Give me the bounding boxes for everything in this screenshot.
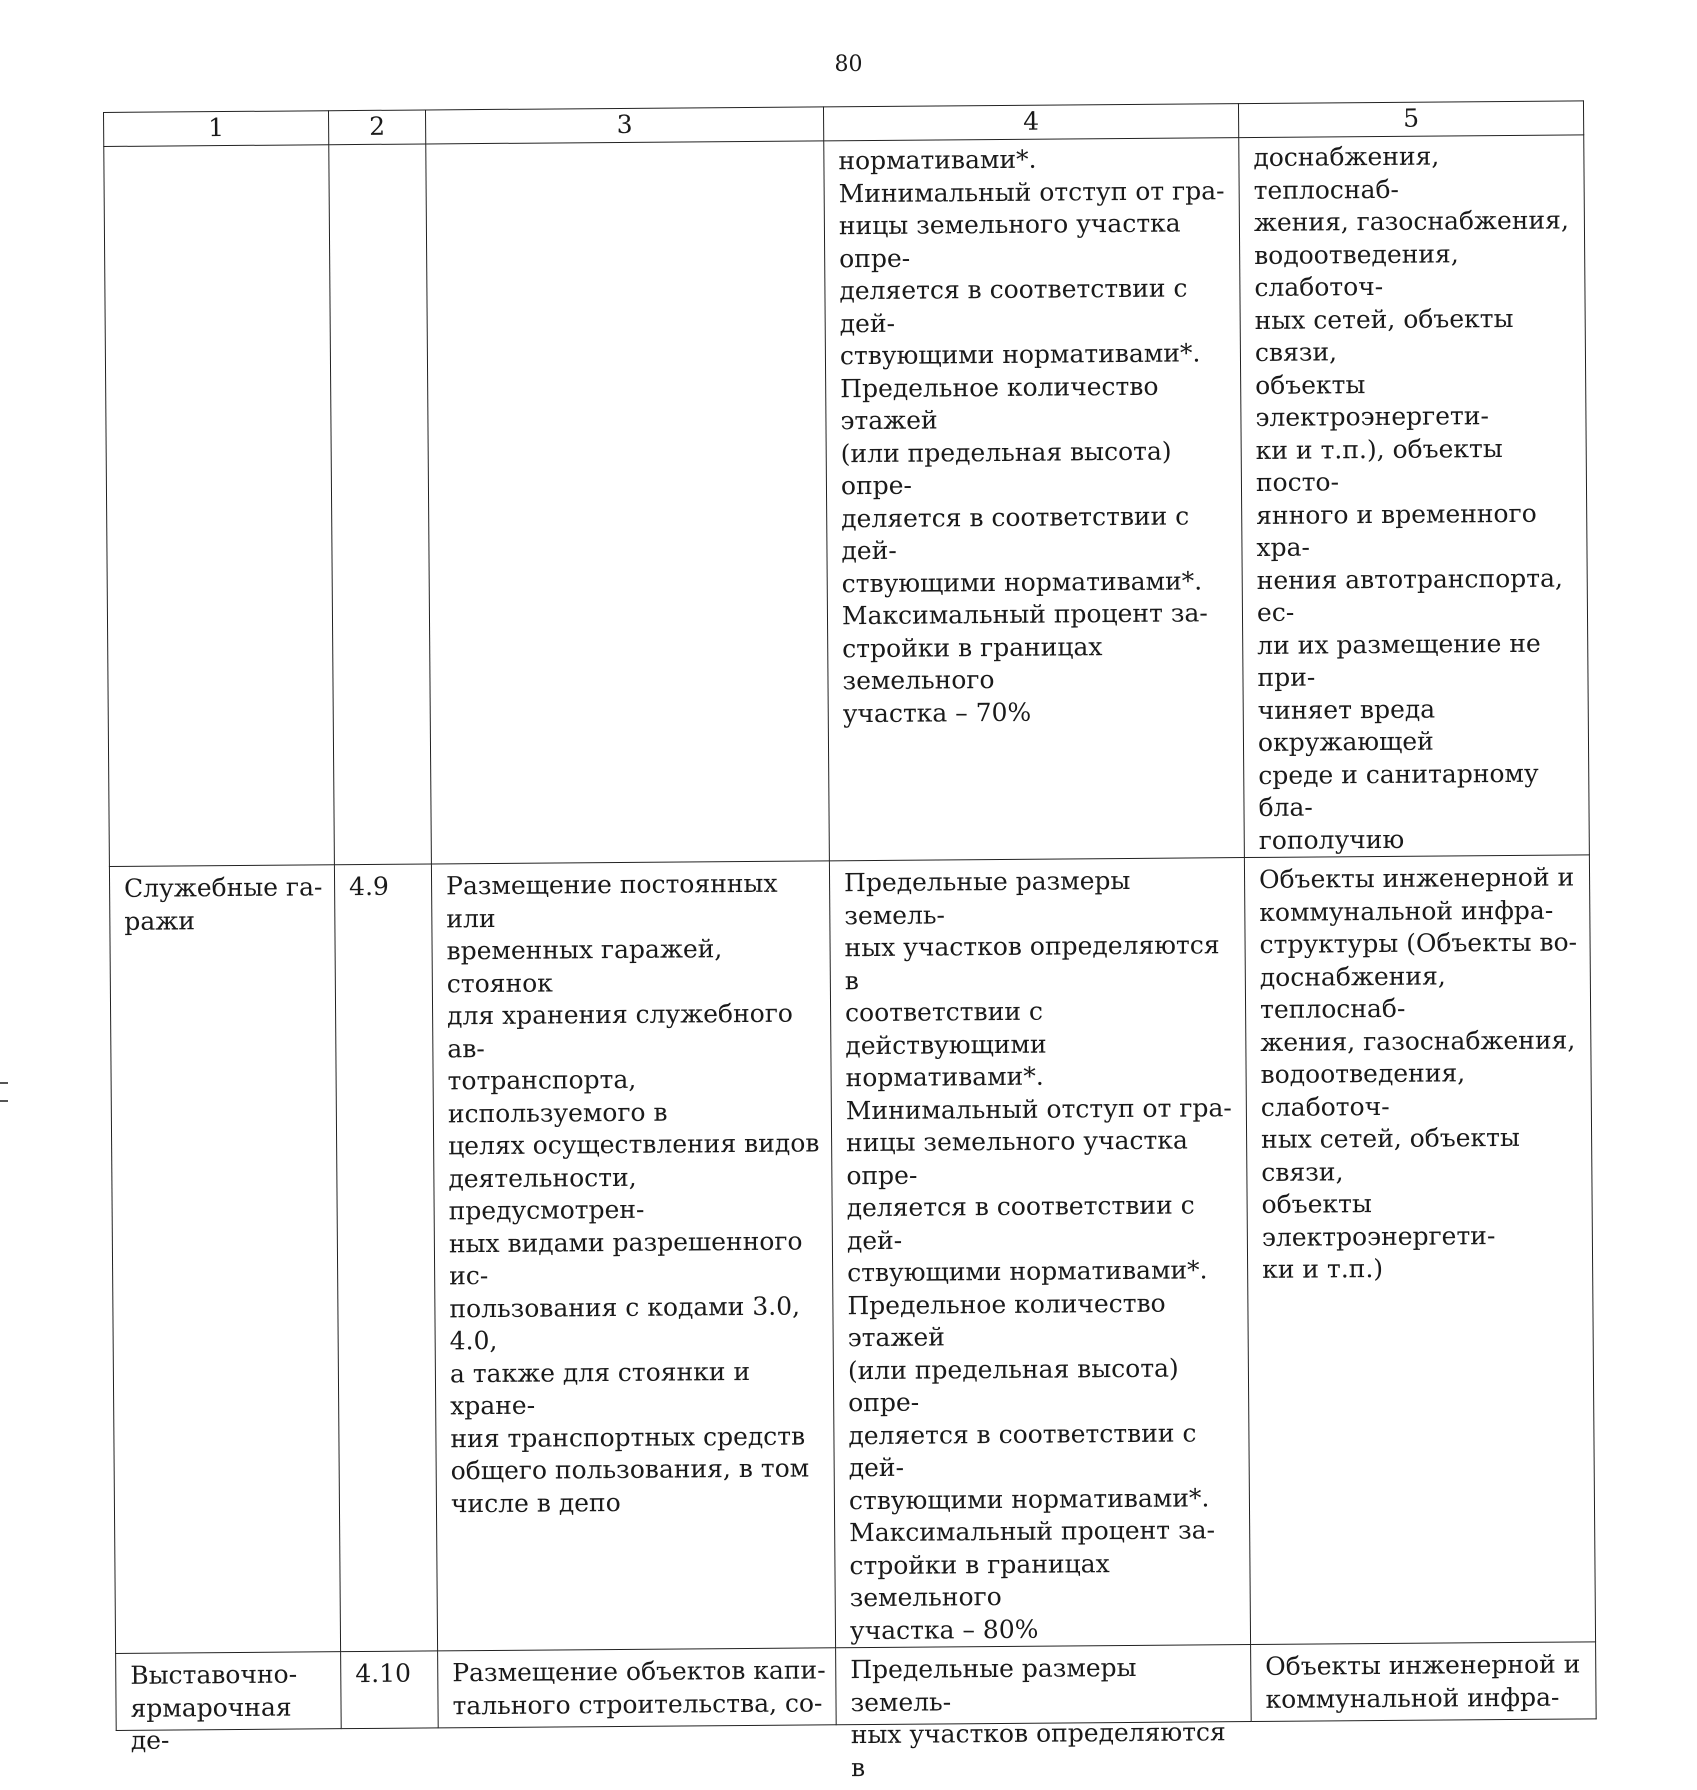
cell-related-objects (1244, 855, 1595, 1645)
table-row (104, 135, 1590, 867)
cell-text: Предельные размеры земель- ных участков определяются в (850, 1652, 1226, 1782)
table-row (116, 1642, 1597, 1731)
page-number: 80 (834, 52, 863, 77)
cell-text (343, 149, 417, 150)
header-col-1: 1 (104, 111, 329, 147)
cell-use-name (104, 145, 335, 867)
cell-use-parameters (824, 138, 1245, 861)
cell-text: нормативами*. Минимальный отступ от гра- ницы земельного участка опре- деляется в соответствии с дей- ствующими нормативами*. Предельное количество этажей (или предельная высота) опре- деляется в соответствии с дей- ствующими нормативами*. Максимальный процент за- стройки в границах земельного участка – 70% (838, 144, 1225, 728)
binding-margin-mark (0, 1082, 8, 1102)
cell-text (440, 145, 815, 148)
cell-text: Служебные га- ражи (123, 872, 323, 936)
cell-text: Объекты инженерной и коммунальной инфра- структуры (Объекты во- доснабжения, теплоснаб- жения, газоснабжения, водоотведения, слаботоч- ных сетей, объекты связи, объекты электроэнергети- ки и т.п.) (1258, 862, 1578, 1284)
cell-use-name (116, 1652, 342, 1755)
header-col-2: 2 (328, 110, 425, 145)
cell-text: Размещение постоянных или временных гаражей, стоянок для хранения служебного ав- тотранспорта, используемого в целях осуществления видов деятельности, предусмотрен- ных видами разрешенного ис- пользования с кодами 3.0, 4.0, а также для стоянки и хране- ния транспортных средств общего пользования, в том числе в депо (445, 868, 820, 1518)
cell-text: 4.9 (348, 871, 389, 902)
cell-text: доснабжения, теплоснаб- жения, газоснабжения, водоотведения, слаботоч- ных сетей, объекты связи, объекты электроэнергети- ки и т.п.), объекты посто- янного и временного хра- нения автотранспорта, ес- ли их размещение не при- чиняет вреда окружающей среде и санитарному бла- гополучию (1253, 141, 1569, 855)
cell-use-description (438, 1648, 837, 1728)
cell-use-parameters (836, 1645, 1252, 1782)
cell-use-description (426, 141, 830, 864)
cell-use-code (341, 1651, 439, 1729)
cell-use-description (431, 861, 835, 1651)
cell-text: Предельные размеры земель- ных участков определяются в соответствии с действующими нормативами*. Минимальный отступ от гра- ницы земельного участка опре- деляется в соответствии с дей- ствующими нормативами*. Предельное количество этажей (или предельная высота) опре- деляется в соответствии с дей- ствующими нормативами*. Максимальный процент за- стройки в границах земельного участка – 80% (843, 865, 1232, 1645)
cell-text (118, 149, 320, 151)
table-row (109, 855, 1595, 1654)
cell-text: Выставочно- ярмарочная де- (130, 1659, 298, 1755)
cell-use-code (329, 144, 432, 865)
cell-use-name (109, 865, 340, 1654)
cell-use-parameters (829, 858, 1250, 1648)
cell-text: Объекты инженерной и коммунальной инфра- (1265, 1649, 1581, 1714)
regulations-table (103, 100, 1597, 1782)
cell-use-code (334, 864, 437, 1652)
header-col-5: 5 (1238, 101, 1583, 138)
cell-text: Размещение объектов капи- тального строительства, со- (452, 1655, 826, 1720)
header-col-3: 3 (425, 107, 823, 144)
cell-related-objects (1251, 1642, 1597, 1722)
cell-related-objects (1239, 135, 1590, 858)
cell-text: 4.10 (355, 1658, 412, 1689)
header-col-4: 4 (823, 104, 1238, 141)
